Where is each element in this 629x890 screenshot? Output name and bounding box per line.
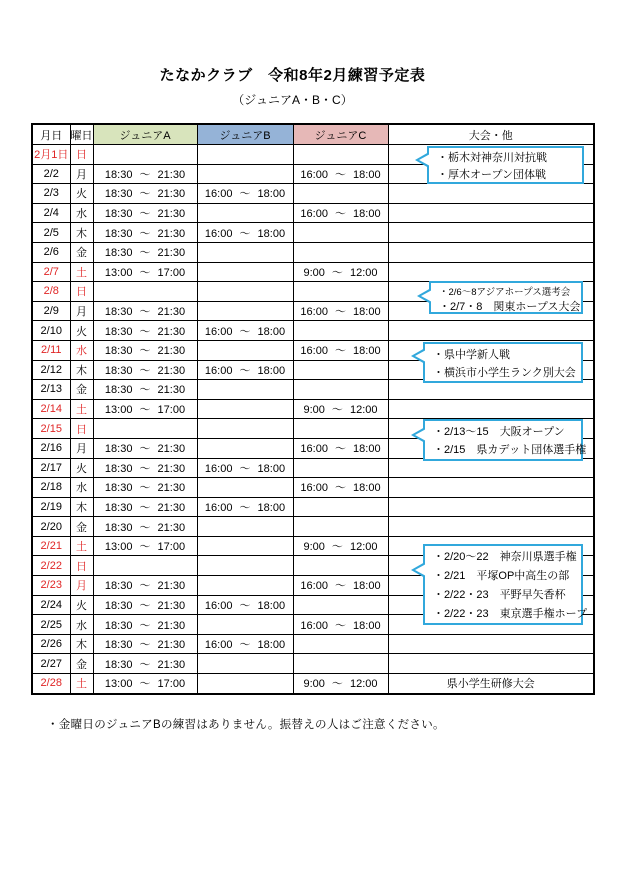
junior-a-cell: 18:30 ～ 21:30 bbox=[93, 164, 197, 184]
day-cell: 月 bbox=[70, 301, 93, 321]
junior-c-cell bbox=[293, 497, 388, 517]
junior-a-cell: 18:30 ～ 21:30 bbox=[93, 321, 197, 341]
table-row bbox=[32, 262, 594, 282]
junior-c-cell: 16:00 ～ 18:00 bbox=[293, 164, 388, 184]
table-row bbox=[32, 223, 594, 243]
day-cell: 木 bbox=[70, 634, 93, 654]
date-cell: 2/3 bbox=[32, 184, 70, 204]
junior-a-cell: 13:00 ～ 17:00 bbox=[93, 399, 197, 419]
junior-a-cell: 18:30 ～ 21:30 bbox=[93, 478, 197, 498]
callout-line: ・横浜市小学生ランク別大会 bbox=[433, 367, 576, 379]
junior-c-cell bbox=[293, 242, 388, 262]
table-row bbox=[32, 517, 594, 537]
date-cell: 2/15 bbox=[32, 419, 70, 439]
event-cell bbox=[388, 223, 594, 243]
date-cell: 2/12 bbox=[32, 360, 70, 380]
junior-a-cell: 13:00 ～ 17:00 bbox=[93, 262, 197, 282]
junior-a-cell: 18:30 ～ 21:30 bbox=[93, 203, 197, 223]
callout-pointer-icon bbox=[411, 427, 425, 443]
event-cell bbox=[388, 634, 594, 654]
day-cell: 水 bbox=[70, 615, 93, 635]
day-cell: 金 bbox=[70, 654, 93, 674]
junior-c-cell: 16:00 ～ 18:00 bbox=[293, 203, 388, 223]
junior-c-cell bbox=[293, 282, 388, 302]
junior-a-cell: 18:30 ～ 21:30 bbox=[93, 340, 197, 360]
event-cell bbox=[388, 517, 594, 537]
day-cell: 金 bbox=[70, 380, 93, 400]
junior-c-cell: 16:00 ～ 18:00 bbox=[293, 478, 388, 498]
table-row bbox=[32, 478, 594, 498]
junior-c-cell: 16:00 ～ 18:00 bbox=[293, 576, 388, 596]
junior-c-cell: 16:00 ～ 18:00 bbox=[293, 615, 388, 635]
junior-a-cell bbox=[93, 556, 197, 576]
junior-c-cell: 9:00 ～ 12:00 bbox=[293, 399, 388, 419]
junior-b-cell: 16:00 ～ 18:00 bbox=[197, 360, 293, 380]
junior-a-cell bbox=[93, 282, 197, 302]
date-cell: 2/25 bbox=[32, 615, 70, 635]
day-cell: 木 bbox=[70, 360, 93, 380]
event-cell bbox=[388, 321, 594, 341]
day-cell: 火 bbox=[70, 321, 93, 341]
junior-b-cell: 16:00 ～ 18:00 bbox=[197, 497, 293, 517]
table-row bbox=[32, 399, 594, 419]
day-cell: 日 bbox=[70, 556, 93, 576]
date-cell: 2/14 bbox=[32, 399, 70, 419]
junior-b-cell bbox=[197, 164, 293, 184]
junior-a-cell: 18:30 ～ 21:30 bbox=[93, 654, 197, 674]
callout-line: ・2/20～22 神奈川県選手権 bbox=[433, 551, 577, 563]
callout-pointer-icon bbox=[417, 288, 431, 304]
junior-a-cell: 18:30 ～ 21:30 bbox=[93, 360, 197, 380]
junior-b-cell bbox=[197, 399, 293, 419]
date-cell: 2/26 bbox=[32, 634, 70, 654]
junior-a-cell bbox=[93, 419, 197, 439]
date-cell: 2/6 bbox=[32, 242, 70, 262]
callout-pointer-icon bbox=[415, 152, 429, 168]
footnote: ・金曜日のジュニアBの練習はありません。振替えの人はご注意ください。 bbox=[47, 719, 445, 731]
junior-c-cell: 9:00 ～ 12:00 bbox=[293, 262, 388, 282]
callout-line: ・2/15 県カデット団体選手権 bbox=[433, 444, 587, 456]
date-cell: 2/19 bbox=[32, 497, 70, 517]
date-cell: 2/8 bbox=[32, 282, 70, 302]
callout-bubble bbox=[423, 342, 583, 383]
junior-b-cell bbox=[197, 615, 293, 635]
junior-c-cell bbox=[293, 145, 388, 165]
junior-b-cell bbox=[197, 438, 293, 458]
table-row bbox=[32, 203, 594, 223]
table-row bbox=[32, 321, 594, 341]
date-cell: 2/28 bbox=[32, 674, 70, 694]
header-date: 月日 bbox=[32, 124, 70, 145]
callout-bubble bbox=[429, 281, 583, 314]
date-cell: 2/27 bbox=[32, 654, 70, 674]
date-cell: 2/4 bbox=[32, 203, 70, 223]
junior-c-cell bbox=[293, 360, 388, 380]
day-cell: 日 bbox=[70, 145, 93, 165]
junior-c-cell: 16:00 ～ 18:00 bbox=[293, 340, 388, 360]
day-cell: 木 bbox=[70, 223, 93, 243]
day-cell: 月 bbox=[70, 164, 93, 184]
date-cell: 2/9 bbox=[32, 301, 70, 321]
junior-c-cell: 16:00 ～ 18:00 bbox=[293, 438, 388, 458]
junior-a-cell: 18:30 ～ 21:30 bbox=[93, 223, 197, 243]
junior-b-cell bbox=[197, 380, 293, 400]
junior-a-cell: 18:30 ～ 21:30 bbox=[93, 458, 197, 478]
callout-pointer-icon bbox=[411, 562, 425, 578]
junior-a-cell: 18:30 ～ 21:30 bbox=[93, 576, 197, 596]
junior-a-cell bbox=[93, 145, 197, 165]
callout-line: ・栃木対神奈川対抗戦 bbox=[437, 152, 547, 164]
header-taikai: 大会・他 bbox=[388, 124, 594, 145]
day-cell: 土 bbox=[70, 674, 93, 694]
junior-c-cell bbox=[293, 556, 388, 576]
junior-c-cell: 9:00 ～ 12:00 bbox=[293, 674, 388, 694]
table-row bbox=[32, 654, 594, 674]
callout-bubble bbox=[427, 146, 584, 184]
day-cell: 日 bbox=[70, 419, 93, 439]
callout-line: ・2/7・8 関東ホープス大会 bbox=[439, 301, 581, 313]
event-cell bbox=[388, 262, 594, 282]
date-cell: 2/23 bbox=[32, 576, 70, 596]
callout-line: ・県中学新人戦 bbox=[433, 349, 510, 361]
day-cell: 月 bbox=[70, 438, 93, 458]
junior-c-cell bbox=[293, 595, 388, 615]
callout-bubble bbox=[423, 544, 588, 625]
table-row bbox=[32, 674, 594, 694]
junior-b-cell bbox=[197, 145, 293, 165]
junior-a-cell: 18:30 ～ 21:30 bbox=[93, 595, 197, 615]
day-cell: 木 bbox=[70, 497, 93, 517]
junior-c-cell bbox=[293, 517, 388, 537]
table-row bbox=[32, 184, 594, 204]
callout-bubble bbox=[423, 419, 587, 461]
event-cell bbox=[388, 478, 594, 498]
junior-b-cell bbox=[197, 340, 293, 360]
day-cell: 土 bbox=[70, 536, 93, 556]
table-row bbox=[32, 497, 594, 517]
date-cell: 2/18 bbox=[32, 478, 70, 498]
day-cell: 金 bbox=[70, 517, 93, 537]
event-cell bbox=[388, 242, 594, 262]
callout-line: ・2/21 平塚OP中高生の部 bbox=[433, 570, 570, 582]
junior-a-cell: 18:30 ～ 21:30 bbox=[93, 380, 197, 400]
junior-a-cell: 18:30 ～ 21:30 bbox=[93, 301, 197, 321]
event-cell bbox=[388, 654, 594, 674]
date-cell: 2/13 bbox=[32, 380, 70, 400]
date-cell: 2/5 bbox=[32, 223, 70, 243]
junior-b-cell bbox=[197, 203, 293, 223]
day-cell: 土 bbox=[70, 399, 93, 419]
day-cell: 火 bbox=[70, 458, 93, 478]
junior-c-cell: 16:00 ～ 18:00 bbox=[293, 301, 388, 321]
date-cell: 2/21 bbox=[32, 536, 70, 556]
junior-b-cell bbox=[197, 654, 293, 674]
junior-b-cell bbox=[197, 517, 293, 537]
page-title: たなかクラブ 令和8年2月練習予定表 bbox=[159, 67, 426, 84]
junior-a-cell: 18:30 ～ 21:30 bbox=[93, 242, 197, 262]
page-subtitle: （ジュニアA・B・C） bbox=[232, 93, 353, 107]
table-row bbox=[32, 634, 594, 654]
date-cell: 2月1日 bbox=[32, 145, 70, 165]
callout-pointer-icon bbox=[411, 348, 425, 364]
junior-b-cell bbox=[197, 262, 293, 282]
date-cell: 2/11 bbox=[32, 340, 70, 360]
date-cell: 2/16 bbox=[32, 438, 70, 458]
junior-b-cell bbox=[197, 576, 293, 596]
junior-a-cell: 13:00 ～ 17:00 bbox=[93, 674, 197, 694]
day-cell: 日 bbox=[70, 282, 93, 302]
junior-c-cell bbox=[293, 321, 388, 341]
junior-b-cell bbox=[197, 301, 293, 321]
junior-b-cell: 16:00 ～ 18:00 bbox=[197, 184, 293, 204]
date-cell: 2/2 bbox=[32, 164, 70, 184]
event-cell bbox=[388, 203, 594, 223]
junior-a-cell: 18:30 ～ 21:30 bbox=[93, 634, 197, 654]
junior-b-cell: 16:00 ～ 18:00 bbox=[197, 595, 293, 615]
junior-b-cell: 16:00 ～ 18:00 bbox=[197, 223, 293, 243]
junior-c-cell: 9:00 ～ 12:00 bbox=[293, 536, 388, 556]
date-cell: 2/22 bbox=[32, 556, 70, 576]
day-cell: 土 bbox=[70, 262, 93, 282]
day-cell: 金 bbox=[70, 242, 93, 262]
junior-c-cell bbox=[293, 634, 388, 654]
table-header-row bbox=[32, 124, 594, 145]
header-day: 曜日 bbox=[70, 124, 93, 145]
day-cell: 月 bbox=[70, 576, 93, 596]
callout-line: ・厚木オープン団体戦 bbox=[437, 169, 547, 181]
date-cell: 2/10 bbox=[32, 321, 70, 341]
date-cell: 2/17 bbox=[32, 458, 70, 478]
junior-a-cell: 18:30 ～ 21:30 bbox=[93, 497, 197, 517]
callout-line: ・2/22・23 東京選手権ホープ bbox=[433, 608, 588, 620]
event-cell: 県小学生研修大会 bbox=[388, 674, 594, 694]
junior-c-cell bbox=[293, 223, 388, 243]
junior-b-cell bbox=[197, 419, 293, 439]
junior-c-cell bbox=[293, 458, 388, 478]
callout-line: ・2/6～8アジアホープス選考会 bbox=[439, 287, 571, 298]
event-cell bbox=[388, 497, 594, 517]
junior-b-cell bbox=[197, 556, 293, 576]
junior-a-cell: 18:30 ～ 21:30 bbox=[93, 184, 197, 204]
header-junior-b: ジュニアB bbox=[197, 124, 293, 145]
event-cell bbox=[388, 399, 594, 419]
day-cell: 火 bbox=[70, 184, 93, 204]
junior-b-cell: 16:00 ～ 18:00 bbox=[197, 634, 293, 654]
junior-a-cell: 18:30 ～ 21:30 bbox=[93, 517, 197, 537]
day-cell: 水 bbox=[70, 478, 93, 498]
junior-c-cell bbox=[293, 380, 388, 400]
junior-a-cell: 18:30 ～ 21:30 bbox=[93, 615, 197, 635]
header-junior-a: ジュニアA bbox=[93, 124, 197, 145]
date-cell: 2/7 bbox=[32, 262, 70, 282]
junior-c-cell bbox=[293, 184, 388, 204]
junior-b-cell bbox=[197, 674, 293, 694]
junior-a-cell: 18:30 ～ 21:30 bbox=[93, 438, 197, 458]
event-cell bbox=[388, 184, 594, 204]
junior-b-cell bbox=[197, 478, 293, 498]
junior-b-cell bbox=[197, 536, 293, 556]
junior-b-cell: 16:00 ～ 18:00 bbox=[197, 458, 293, 478]
day-cell: 水 bbox=[70, 340, 93, 360]
junior-b-cell: 16:00 ～ 18:00 bbox=[197, 321, 293, 341]
date-cell: 2/24 bbox=[32, 595, 70, 615]
junior-c-cell bbox=[293, 419, 388, 439]
header-junior-c: ジュニアC bbox=[293, 124, 388, 145]
callout-line: ・2/22・23 平野早矢香杯 bbox=[433, 589, 566, 601]
junior-b-cell bbox=[197, 282, 293, 302]
callout-line: ・2/13～15 大阪オープン bbox=[433, 426, 565, 438]
day-cell: 火 bbox=[70, 595, 93, 615]
date-cell: 2/20 bbox=[32, 517, 70, 537]
junior-a-cell: 13:00 ～ 17:00 bbox=[93, 536, 197, 556]
day-cell: 水 bbox=[70, 203, 93, 223]
junior-c-cell bbox=[293, 654, 388, 674]
table-row bbox=[32, 242, 594, 262]
junior-b-cell bbox=[197, 242, 293, 262]
